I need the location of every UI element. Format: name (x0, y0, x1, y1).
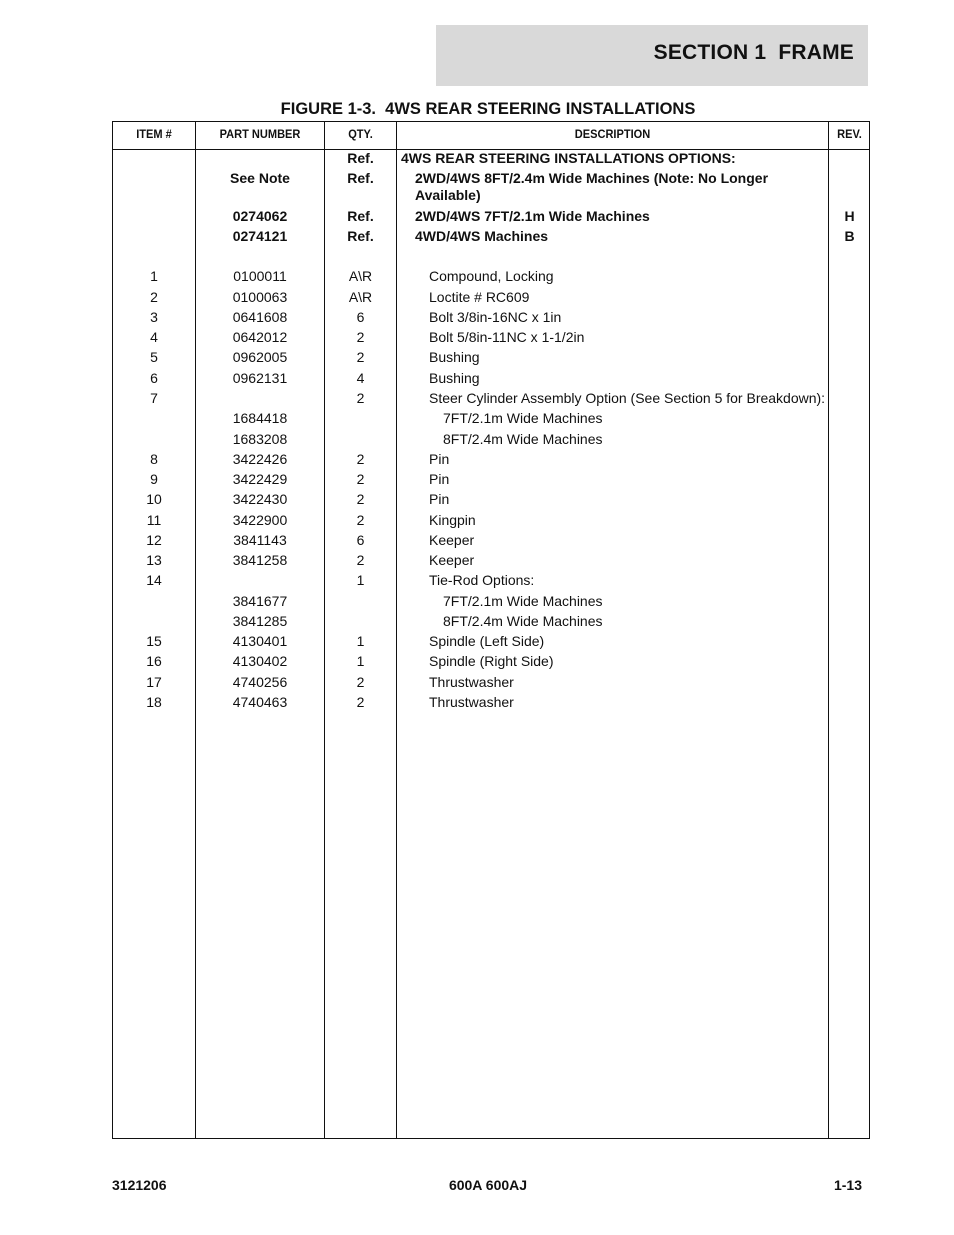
quantity-cell: 2 (356, 552, 365, 568)
part-number-cell: 0274121 (232, 228, 288, 244)
parts-table (112, 121, 870, 1139)
part-number-cell: 0962005 (232, 349, 288, 365)
quantity-cell: Ref. (347, 150, 374, 166)
item-number-cell: 4 (150, 329, 158, 345)
figure-title: FIGURE 1-3. 4WS REAR STEERING INSTALLATIONS (280, 100, 696, 118)
quantity-cell: 1 (356, 653, 365, 669)
description-cell: Spindle (Right Side) (429, 653, 554, 669)
description-cell: Bushing (429, 349, 480, 365)
quantity-cell: 6 (356, 309, 365, 325)
part-number-cell: 0100063 (232, 289, 288, 305)
description-cell: Keeper (429, 552, 475, 568)
description-cell: Bolt 5/8in-11NC x 1-1/2in (429, 329, 585, 345)
quantity-cell: 4 (356, 370, 365, 386)
item-number-cell: 6 (150, 370, 158, 386)
column-divider (828, 122, 829, 1138)
part-number-cell: 3422426 (232, 451, 288, 467)
item-number-cell: 10 (146, 491, 162, 507)
part-number-cell: 4130402 (232, 653, 288, 669)
description-cell: 4WS REAR STEERING INSTALLATIONS OPTIONS: (401, 150, 736, 166)
description-cell: 8FT/2.4m Wide Machines (443, 431, 603, 447)
part-number-cell: 3841285 (232, 613, 288, 629)
footer-doc-number: 3121206 (112, 1177, 167, 1193)
quantity-cell: Ref. (347, 208, 374, 224)
footer-page-number: 1-13 (833, 1177, 862, 1193)
part-number-cell: 0642012 (232, 329, 288, 345)
description-cell: Spindle (Left Side) (429, 633, 545, 649)
item-number-cell: 18 (146, 694, 162, 710)
column-divider (396, 122, 397, 1138)
item-number-cell: 5 (150, 349, 158, 365)
part-number-cell: 0962131 (232, 370, 288, 386)
quantity-cell: 6 (356, 532, 365, 548)
description-cell: Loctite # RC609 (429, 289, 530, 305)
item-number-cell: 17 (146, 674, 162, 690)
quantity-cell: 2 (356, 329, 365, 345)
item-number-cell: 16 (146, 653, 162, 669)
description-cell: Thrustwasher (429, 694, 514, 710)
description-cell: 8FT/2.4m Wide Machines (443, 613, 603, 629)
part-number-cell: 0274062 (232, 208, 288, 224)
part-number-cell: See Note (230, 170, 290, 186)
quantity-cell: 2 (356, 451, 365, 467)
part-number-cell: 1683208 (232, 431, 288, 447)
revision-cell: B (844, 228, 855, 244)
item-number-cell: 8 (150, 451, 158, 467)
description-cell: 7FT/2.1m Wide Machines (443, 410, 603, 426)
part-number-cell: 0100011 (233, 268, 287, 284)
description-cell: Pin (429, 451, 450, 467)
part-number-cell: 0641608 (232, 309, 288, 325)
item-number-cell: 2 (150, 289, 158, 305)
part-number-cell: 4740463 (232, 694, 288, 710)
quantity-cell: Ref. (347, 228, 374, 244)
column-header-rev: REV. (837, 127, 862, 141)
item-number-cell: 1 (150, 268, 158, 284)
description-cell: Bushing (429, 370, 480, 386)
column-header-qty: QTY. (348, 127, 373, 141)
column-header-item: ITEM # (136, 127, 172, 141)
quantity-cell: 2 (356, 471, 365, 487)
part-number-cell: 3422430 (232, 491, 288, 507)
revision-cell: H (844, 208, 855, 224)
description-cell: 7FT/2.1m Wide Machines (443, 593, 603, 609)
part-number-cell: 3841143 (233, 532, 287, 548)
item-number-cell: 11 (146, 512, 162, 528)
quantity-cell: 1 (356, 572, 365, 588)
quantity-cell: 2 (356, 512, 365, 528)
description-cell: Keeper (429, 532, 475, 548)
quantity-cell: 2 (356, 390, 365, 406)
part-number-cell: 1684418 (232, 410, 288, 426)
quantity-cell: 2 (356, 674, 365, 690)
part-number-cell: 3841258 (232, 552, 288, 568)
item-number-cell: 9 (150, 471, 158, 487)
description-cell: Steer Cylinder Assembly Option (See Section 5 for Breakdown): (429, 390, 826, 406)
quantity-cell: Ref. (347, 170, 374, 186)
footer-model: 600A 600AJ (448, 1177, 528, 1193)
item-number-cell: 15 (146, 633, 162, 649)
description-cell: Compound, Locking (429, 268, 554, 284)
quantity-cell: 2 (356, 349, 365, 365)
part-number-cell: 4130401 (232, 633, 288, 649)
item-number-cell: 14 (146, 572, 162, 588)
quantity-cell: A\R (348, 268, 373, 284)
section-banner (436, 25, 868, 86)
part-number-cell: 4740256 (232, 674, 288, 690)
item-number-cell: 13 (146, 552, 162, 568)
description-cell: Kingpin (429, 512, 476, 528)
description-cell: Bolt 3/8in-16NC x 1in (429, 309, 562, 325)
item-number-cell: 7 (150, 390, 158, 406)
description-cell: Pin (429, 471, 450, 487)
quantity-cell: A\R (348, 289, 373, 305)
section-title: SECTION 1 FRAME (653, 41, 854, 64)
quantity-cell: 2 (356, 694, 365, 710)
column-header-description: DESCRIPTION (574, 127, 651, 141)
part-number-cell: 3841677 (232, 593, 288, 609)
description-cell: 2WD/4WS 8FT/2.4m Wide Machines (Note: No Longer Available) (415, 170, 769, 203)
column-header-part-number: PART NUMBER (219, 127, 301, 141)
description-cell: Thrustwasher (429, 674, 514, 690)
item-number-cell: 3 (150, 309, 158, 325)
quantity-cell: 1 (356, 633, 365, 649)
quantity-cell: 2 (356, 491, 365, 507)
description-cell: 4WD/4WS Machines (415, 228, 549, 244)
description-cell: 2WD/4WS 7FT/2.1m Wide Machines (415, 208, 650, 224)
description-cell: Pin (429, 491, 450, 507)
part-number-cell: 3422900 (232, 512, 288, 528)
description-cell: Tie-Rod Options: (429, 572, 535, 588)
part-number-cell: 3422429 (232, 471, 288, 487)
item-number-cell: 12 (146, 532, 162, 548)
